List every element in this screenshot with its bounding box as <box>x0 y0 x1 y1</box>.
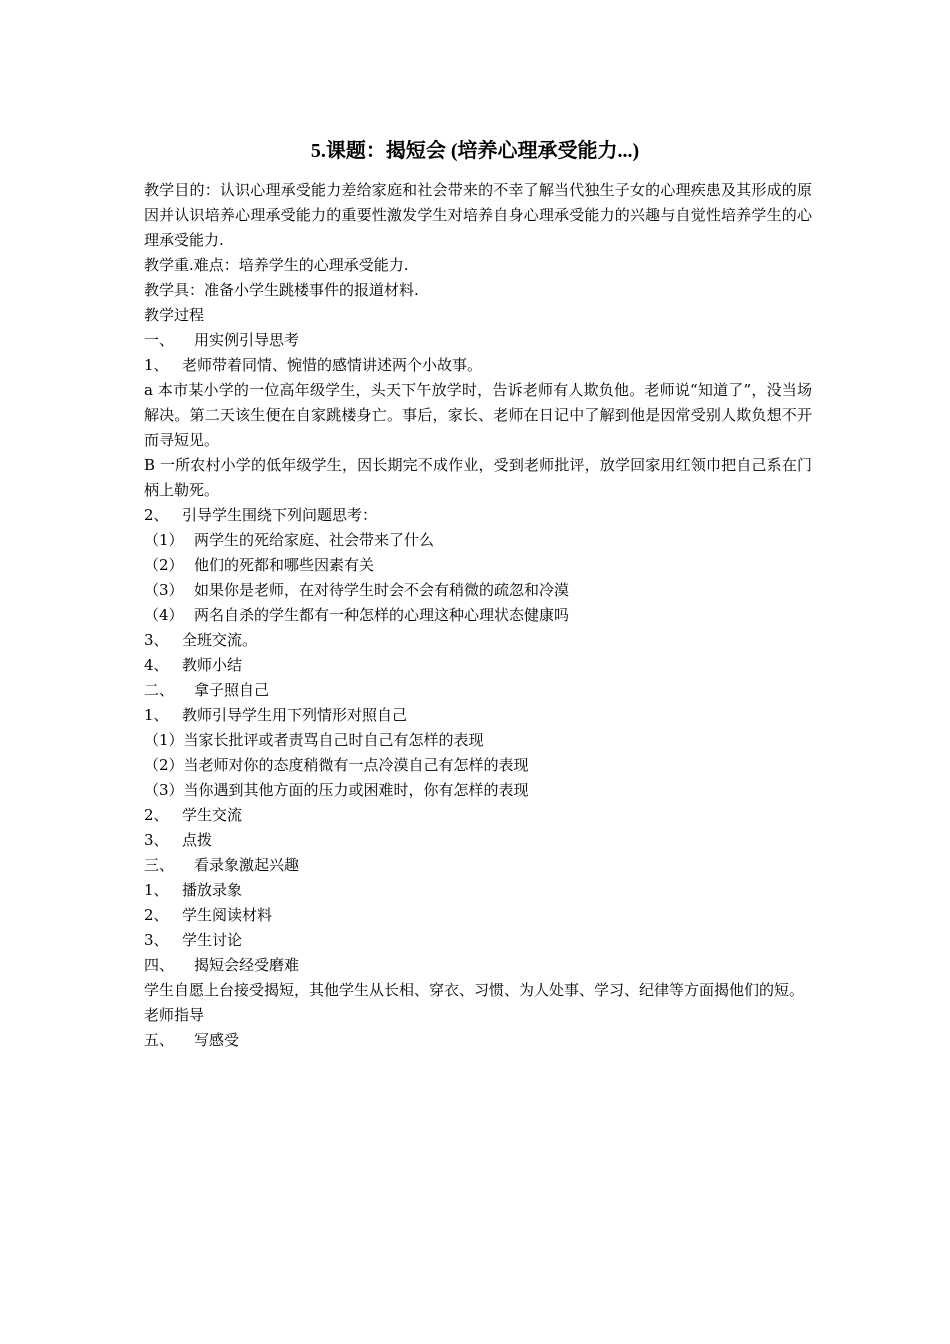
question-text: 两学生的死给家庭、社会带来了什么 <box>194 531 435 549</box>
item-text: 老师带着同情、惋惜的感情讲述两个小故事。 <box>182 356 483 374</box>
question-item <box>144 603 812 628</box>
section-title: 用实例引导思考 <box>194 331 300 349</box>
section-4-text: 学生自愿上台接受揭短，其他学生从长相、穿衣、习惯、为人处事、学习、纪律等方面揭他们的短。 <box>144 981 805 999</box>
item-text: 学生阅读材料 <box>182 906 273 924</box>
section-number: 五、 <box>144 1031 175 1049</box>
list-item <box>144 503 812 528</box>
story-b: B 一所农村小学的低年级学生，因长期完不成作业，受到老师批评，放学回家用红领巾把自己系在门柄上勒死。 <box>144 456 812 499</box>
list-item <box>144 903 812 928</box>
item-text: 点拨 <box>182 831 213 849</box>
item-text: 引导学生围绕下列问题思考： <box>182 506 378 524</box>
list-item <box>144 803 812 828</box>
item-number: 1、 <box>144 356 169 374</box>
question-text: 他们的死都和哪些因素有关 <box>194 556 375 574</box>
teaching-tools: 教学具：准备小学生跳楼事件的报道材料. <box>144 281 419 299</box>
case-item: （1）当家长批评或者责骂自己时自己有怎样的表现 <box>144 731 484 749</box>
section-title: 看录象激起兴趣 <box>194 856 300 874</box>
item-text: 全班交流。 <box>182 631 258 649</box>
question-item <box>144 528 812 553</box>
item-text: 教师小结 <box>182 656 243 674</box>
section-4-heading <box>144 953 812 978</box>
teacher-guide: 老师指导 <box>144 1006 205 1024</box>
section-title: 写感受 <box>194 1031 240 1049</box>
teaching-aim: 教学目的：认识心理承受能力差给家庭和社会带来的不幸了解当代独生子女的心理疾患及其形成的原因并认识培养心理承受能力的重要性激发学生对培养自身心理承受能力的兴趣与自觉性培养学生的心理承受能力. <box>144 181 812 249</box>
question-number: （3） <box>144 581 184 599</box>
list-item <box>144 878 812 903</box>
item-text: 学生讨论 <box>182 931 243 949</box>
question-number: （4） <box>144 606 184 624</box>
teaching-process: 教学过程 <box>144 306 205 324</box>
section-title: 拿子照自己 <box>194 681 270 699</box>
list-item <box>144 828 812 853</box>
item-number: 1、 <box>144 881 169 899</box>
section-title: 揭短会经受磨难 <box>194 956 300 974</box>
item-text: 教师引导学生用下列情形对照自己 <box>182 706 408 724</box>
list-item <box>144 628 812 653</box>
item-number: 3、 <box>144 631 169 649</box>
question-text: 两名自杀的学生都有一种怎样的心理这种心理状态健康吗 <box>194 606 570 624</box>
item-number: 3、 <box>144 931 169 949</box>
item-number: 2、 <box>144 806 169 824</box>
item-text: 播放录象 <box>182 881 243 899</box>
teaching-focus: 教学重.难点：培养学生的心理承受能力. <box>144 256 409 274</box>
question-number: （1） <box>144 531 184 549</box>
item-number: 1、 <box>144 706 169 724</box>
list-item <box>144 928 812 953</box>
section-number: 四、 <box>144 956 175 974</box>
item-number: 4、 <box>144 656 169 674</box>
case-item: （3）当你遇到其他方面的压力或困难时，你有怎样的表现 <box>144 781 529 799</box>
document-body <box>144 178 812 1053</box>
list-item <box>144 703 812 728</box>
section-5-heading <box>144 1028 812 1053</box>
section-number: 一、 <box>144 331 175 349</box>
section-1-heading <box>144 328 812 353</box>
item-text: 学生交流 <box>182 806 243 824</box>
document-title: 5.课题：揭短会 (培养心理承受能力...) <box>310 140 640 162</box>
item-number: 3、 <box>144 831 169 849</box>
list-item <box>144 353 812 378</box>
question-item <box>144 553 812 578</box>
case-item: （2）当老师对你的态度稍微有一点冷漠自己有怎样的表现 <box>144 756 529 774</box>
section-number: 三、 <box>144 856 175 874</box>
section-2-heading <box>144 678 812 703</box>
item-number: 2、 <box>144 906 169 924</box>
section-number: 二、 <box>144 681 175 699</box>
question-text: 如果你是老师，在对待学生时会不会有稍微的疏忽和冷漠 <box>194 581 570 599</box>
section-3-heading <box>144 853 812 878</box>
question-number: （2） <box>144 556 184 574</box>
item-number: 2、 <box>144 506 169 524</box>
question-item <box>144 578 812 603</box>
list-item <box>144 653 812 678</box>
story-a: a 本市某小学的一位高年级学生，头天下午放学时，告诉老师有人欺负他。老师说“知道了”，没当场解决。第二天该生便在自家跳楼身亡。事后，家长、老师在日记中了解到他是因常受别人欺负想不开而寻短见。 <box>144 381 812 449</box>
